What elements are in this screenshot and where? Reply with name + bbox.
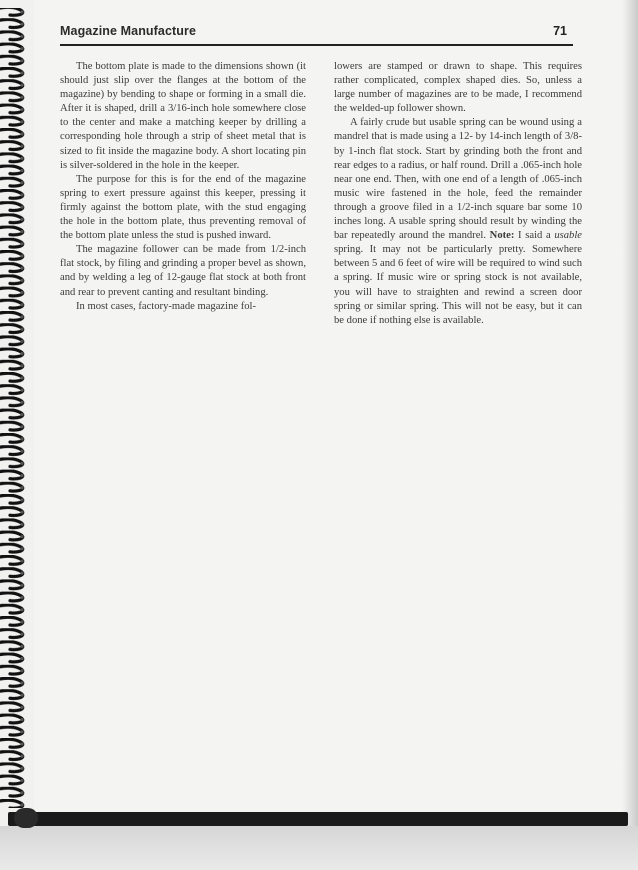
page-edge-shadow [622,0,638,870]
page-bottom-shadow [0,826,638,870]
spiral-binding [0,0,34,830]
usable-emphasis: usable [554,230,582,242]
spring-text-c: spring. It may not be particularly pretty. Somewhere between 5 and 6 feet of wire will be required to wind such a spring. If music wire or spring stock is not available, you will have to straighten and rewind a screen door spring or similar spring. This will not be easy, but it can be done if nothing else is available. [334,244,582,326]
left-column [60,60,306,314]
binding-bottom-cap [14,808,38,828]
left-paragraph-2: The purpose for this is for the end of the magazine spring to exert pressure against this keeper, pressing it firmly against the bottom plate, with the stud engaging the hole in the bottom plate, thus preventing removal of the bottom plate unless the stud is pushed inward. [60,173,306,242]
spring-text-a: A fairly crude but usable spring can be wound using a mandrel that is made using a 12- by 14-inch length of 3/8- by 1-inch flat stock. Start by grinding both the front and rear edges to a radius, or half round. Drill a .065-inch hole near one end. Then, with one end of a length of .065-inch music wire fastened in the hole, feed the remainder through a groove filed in a 1/2-inch square bar some 10 inches long. A usable spring should result by winding the bar repeatedly around the mandrel. [334,117,582,242]
right-column [334,60,582,328]
left-paragraph-3: The magazine follower can be made from 1/2-inch flat stock, by filing and grinding a proper bevel as shown, and by welding a leg of 12-gauge flat stock at both front and rear to prevent canting and resultant binding. [60,244,306,298]
page-number: 71 [553,24,567,38]
spring-text-b: I said a [514,230,555,242]
left-paragraph-4: In most cases, factory-made magazine fol- [76,300,257,312]
binding-bottom-bar [8,812,628,826]
page-header [60,24,573,46]
right-paragraph-2 [334,116,582,327]
right-paragraph-1: lowers are stamped or drawn to shape. This requires rather complicated, complex shaped dies. So, unless a large number of magazines are to be made, I recommend the welded-up follower shown. [334,61,582,115]
left-paragraph-1: The bottom plate is made to the dimensions shown (it should just slip over the flanges at the bottom of the magazine) by bending to shape or forming in a small die. After it is shaped, drill a 3/16-inch hole somewhere close to the center and make a matching keeper by drilling a corresponding hole through a strip of sheet metal that is sized to fit inside the magazine body. A short locating pin is silver-soldered in the hole in the keeper. [60,61,306,171]
note-label: Note: [489,230,515,242]
running-head: Magazine Manufacture [60,24,197,38]
